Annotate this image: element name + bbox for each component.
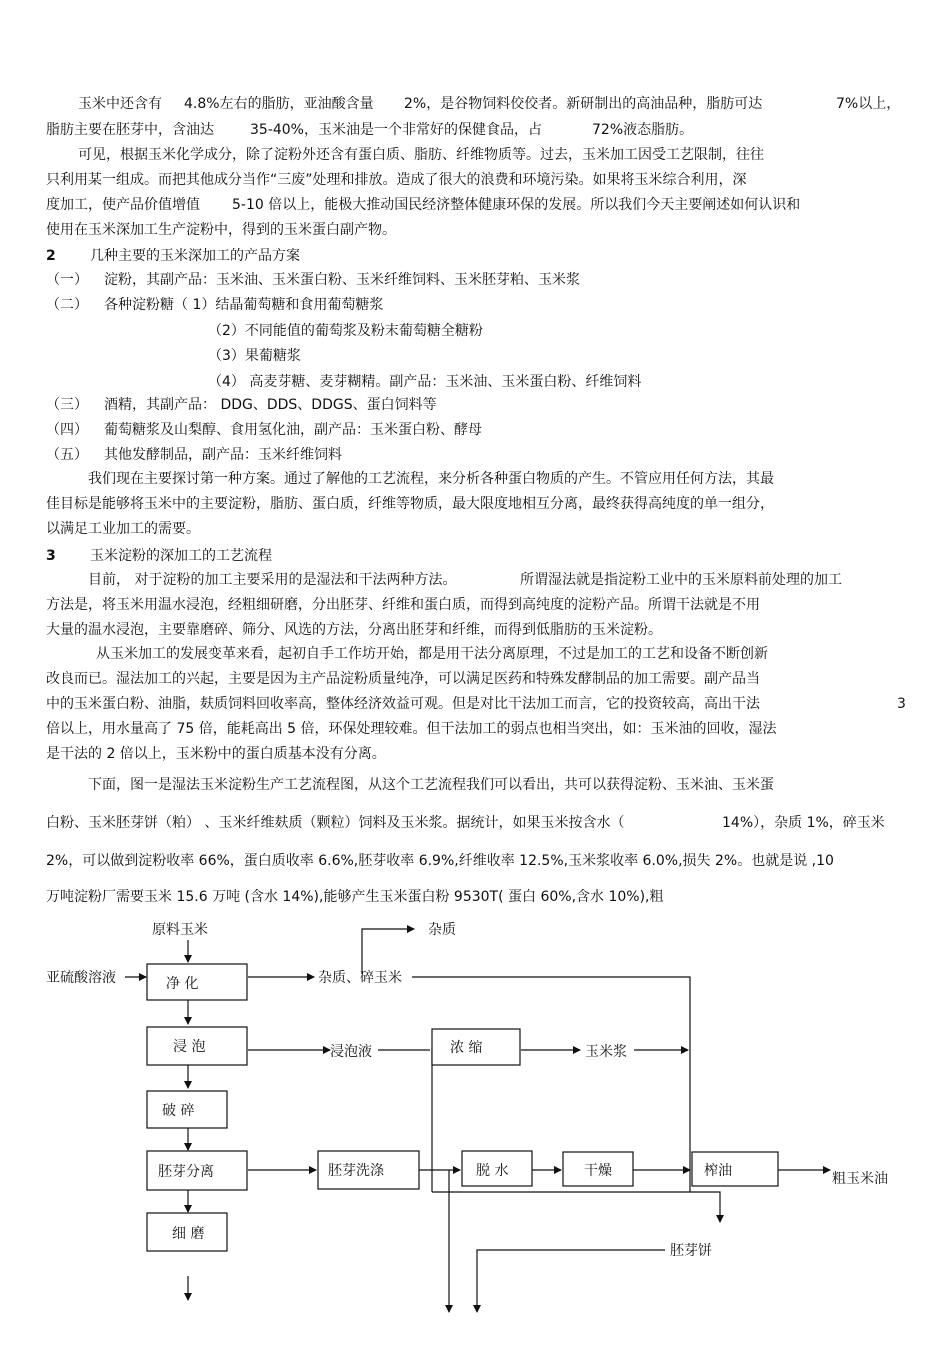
text-line: 7%以上， [836,96,901,112]
text-line: 是干法的 2 倍以上，玉米粉中的蛋白质基本没有分离。 [46,746,386,762]
text-line: 从玉米加工的发展变革来看，起初自手工作坊开始，都是用干法分离原理，不过是加工的工艺和设备不断创新 [96,646,768,662]
text-line: 中的玉米蛋白粉、油脂，麸质饲料回收率高，整体经济效益可观。但是对比干法加工而言，它的投资较高，高出干法 [46,696,760,712]
text-line: 我们现在主要探讨第一种方案。通过了解他的工艺流程，来分析各种蛋白物质的产生。不管应用任何方法，其最 [88,471,774,487]
section-number: 2 [46,248,56,264]
label-germ-wash: 胚芽洗涤 [328,1163,384,1179]
flow-arrow [477,1250,665,1312]
text-line: 脂肪主要在胚芽中，含油达 [46,122,214,138]
text-line: 白粉、玉米胚芽饼（粕） 、玉米纤维麸质（颗粒）饲料及玉米浆。据统计，如果玉米按含水（ [46,815,625,831]
list-label: （三） [46,397,88,413]
label-concentrate: 浓 缩 [450,1040,483,1056]
text-line: 改良而已。湿法加工的兴起，主要是因为主产品淀粉质量纯净，可以满足医药和特殊发酵制品的加工需要。副产品当 [46,671,760,687]
label-dewater: 脱 水 [476,1163,509,1179]
section-number: 3 [46,548,56,564]
label-crush: 破 碎 [162,1103,195,1119]
text-line: 使用在玉米深加工生产淀粉中，得到的玉米蛋白副产物。 [46,222,396,238]
list-item: 各种淀粉糖（ 1）结晶葡萄糖和食用葡萄糖浆 [104,297,384,313]
list-item: 葡萄糖浆及山梨醇、食用氢化油，副产品：玉米蛋白粉、酵母 [104,422,482,438]
label-raw-corn: 原料玉米 [152,922,208,938]
list-item: （3）果葡糖浆 [208,348,301,364]
list-item: 淀粉，其副产品：玉米油、玉米蛋白粉、玉米纤维饲料、玉米胚芽粕、玉米浆 [104,272,580,288]
flow-arrow [432,1192,720,1222]
text-line: 只利用某一组成。而把其他成分当作“三废”处理和排放。造成了很大的浪费和环境污染。如果将玉米综合利用，深 [46,172,747,188]
flow-line [412,977,690,1192]
list-label: （五） [46,447,88,463]
label-impurity-broken-corn: 杂质、碎玉米 [318,970,402,986]
text-line: 方法是，将玉米用温水浸泡，经粗细研磨，分出胚芽、纤维和蛋白质，而得到高纯度的淀粉产品。所谓干法就是不用 [46,597,760,613]
label-press-oil: 榨油 [704,1163,732,1179]
section-title: 玉米淀粉的深加工的工艺流程 [90,548,272,564]
list-item: 其他发酵制品，副产品：玉米纤维饲料 [104,447,342,463]
flow-arrow [362,929,414,974]
list-label: （二） [46,297,88,313]
label-crude-corn-oil: 粗玉米油 [832,1171,888,1187]
text-line: 3 [897,696,906,712]
text-line: 35-40%，玉米油是一个非常好的保健食品，占 [250,122,542,138]
list-label: （四） [46,422,88,438]
label-fine-grind: 细 磨 [172,1226,205,1242]
label-dry: 干燥 [584,1163,612,1179]
label-corn-steep: 玉米浆 [585,1044,627,1060]
label-soak-liquor: 浸泡液 [330,1044,372,1060]
label-sulfite: 亚硫酸溶液 [46,970,116,986]
section-title: 几种主要的玉米深加工的产品方案 [90,248,300,264]
label-impurity: 杂质 [428,922,456,938]
text-line: 4.8%左右的脂肪，亚油酸含量 [184,96,374,112]
text-line: 万吨淀粉厂需要玉米 15.6 万吨 (含水 14%),能够产生玉米蛋白粉 9530T( 蛋白 60%,含水 10%),粗 [46,889,664,905]
text-line: 大量的温水浸泡，主要靠磨碎、筛分、风选的方法，分离出胚芽和纤维，而得到低脂肪的玉米淀粉。 [46,622,662,638]
text-line: 2%，可以做到淀粉收率 66%，蛋白质收率 6.6%,胚芽收率 6.9%,纤维收率 12.5%,玉米浆收率 6.0%,损失 2%。也就是说 ,10 [46,853,834,869]
list-item: （4） 高麦芽糖、麦芽糊精。副产品：玉米油、玉米蛋白粉、纤维饲料 [208,374,642,390]
text-line: 72%液态脂肪。 [592,122,694,138]
text-line: 倍以上，用水量高了 75 倍，能耗高出 5 倍，环保处理较难。但干法加工的弱点也相当突出，如：玉米油的回收，湿法 [46,721,777,737]
label-germ-cake: 胚芽饼 [670,1243,712,1259]
label-germ-separation: 胚芽分离 [158,1164,214,1180]
text-line: 度加工，使产品价值增值 [46,197,200,213]
text-line: 5-10 倍以上，能极大推动国民经济整体健康环保的发展。所以我们今天主要阐述如何认识和 [232,197,801,213]
list-label: （一） [46,272,88,288]
text-line: 14%），杂质 1%，碎玉米 [722,815,885,831]
text-line: 可见，根据玉米化学成分，除了淀粉外还含有蛋白质、脂肪、纤维物质等。过去，玉米加工因受工艺限制，往往 [78,147,764,163]
label-soak: 浸 泡 [173,1039,206,1055]
list-item: 酒精，其副产品： DDG、DDS、DDGS、蛋白饲料等 [104,397,437,413]
list-item: （2）不同能值的葡萄浆及粉末葡萄糖全糖粉 [208,323,483,339]
text-line: 所谓湿法就是指淀粉工业中的玉米原料前处理的加工 [520,572,842,588]
text-line: 目前， 对于淀粉的加工主要采用的是湿法和干法两种方法。 [88,572,457,588]
text-line: 2%，是谷物饲料佼佼者。新研制出的高油品种，脂肪可达 [404,96,763,112]
text-line: 以满足工业加工的需要。 [46,521,200,537]
text-line: 下面，图一是湿法玉米淀粉生产工艺流程图，从这个工艺流程我们可以看出，共可以获得淀粉、玉米油、玉米蛋 [88,777,774,793]
text-line: 玉米中还含有 [78,96,162,112]
label-purify: 净 化 [166,976,199,992]
text-line: 佳目标是能够将玉米中的主要淀粉，脂肪、蛋白质，纤维等物质，最大限度地相互分离，最终获得高纯度的单一组分， [46,496,774,512]
